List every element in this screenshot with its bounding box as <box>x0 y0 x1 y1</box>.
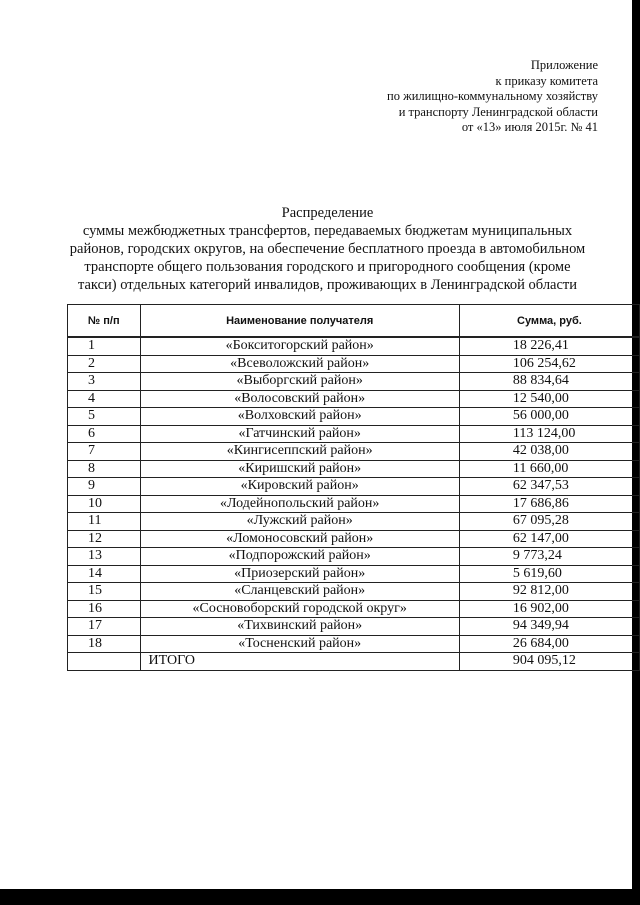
table-row <box>68 600 640 618</box>
row-number: 11 <box>68 513 141 531</box>
title-line: такси) отдельных категорий инвалидов, проживающих в Ленинградской области <box>77 277 578 293</box>
row-recipient: «Бокситогорский район» <box>140 337 459 355</box>
row-amount: 67 095,28 <box>459 513 639 531</box>
row-number: 6 <box>68 425 141 443</box>
row-recipient: «Всеволожский район» <box>140 355 459 373</box>
appendix-line: к приказу комитета <box>495 73 598 88</box>
row-number: 8 <box>68 460 141 478</box>
row-recipient: «Волховский район» <box>140 408 459 426</box>
table-row <box>68 425 640 443</box>
row-number: 10 <box>68 495 141 513</box>
header-number: № п/п <box>68 305 141 338</box>
scan-edge-bottom <box>0 889 640 905</box>
row-recipient: «Волосовский район» <box>140 390 459 408</box>
row-amount: 56 000,00 <box>459 408 639 426</box>
title-line: транспорте общего пользования городского и пригородного сообщения (кроме <box>84 259 571 275</box>
row-recipient: «Сланцевский район» <box>140 583 459 601</box>
title-heading: Распределение <box>281 205 374 221</box>
row-number: 3 <box>68 373 141 391</box>
row-amount: 42 038,00 <box>459 443 639 461</box>
title-line: суммы межбюджетных трансфертов, передаваемых бюджетам муниципальных <box>82 223 573 239</box>
table-row <box>68 390 640 408</box>
row-number: 17 <box>68 618 141 636</box>
total-amount: 904 095,12 <box>459 653 639 671</box>
row-amount: 88 834,64 <box>459 373 639 391</box>
table-row <box>68 460 640 478</box>
row-recipient: «Тихвинский район» <box>140 618 459 636</box>
table-row <box>68 355 640 373</box>
table-row <box>68 408 640 426</box>
total-empty-cell <box>68 653 141 671</box>
table-row <box>68 548 640 566</box>
row-number: 5 <box>68 408 141 426</box>
row-amount: 12 540,00 <box>459 390 639 408</box>
row-number: 9 <box>68 478 141 496</box>
row-recipient: «Подпорожский район» <box>140 548 459 566</box>
row-recipient: «Тосненский район» <box>140 635 459 653</box>
table-row <box>68 513 640 531</box>
appendix-line: и транспорту Ленинградской области <box>398 104 598 119</box>
row-number: 16 <box>68 600 141 618</box>
row-recipient: «Сосновоборский городской округ» <box>140 600 459 618</box>
row-amount: 62 347,53 <box>459 478 639 496</box>
row-number: 14 <box>68 565 141 583</box>
row-number: 15 <box>68 583 141 601</box>
title-line: районов, городских округов, на обеспечение бесплатного проезда в автомобильном <box>69 241 586 257</box>
document-title <box>40 204 615 294</box>
row-recipient: «Ломоносовский район» <box>140 530 459 548</box>
table-row <box>68 443 640 461</box>
table-total-row <box>68 653 640 671</box>
row-recipient: «Приозерский район» <box>140 565 459 583</box>
row-amount: 5 619,60 <box>459 565 639 583</box>
appendix-line: по жилищно-коммунальному хозяйству <box>387 89 598 103</box>
table-row <box>68 373 640 391</box>
row-amount: 17 686,86 <box>459 495 639 513</box>
table-row <box>68 618 640 636</box>
appendix-line: Приложение <box>530 58 598 72</box>
header-amount: Сумма, руб. <box>459 305 639 338</box>
row-amount: 18 226,41 <box>459 337 639 355</box>
row-amount: 26 684,00 <box>459 635 639 653</box>
row-amount: 94 349,94 <box>459 618 639 636</box>
table-row <box>68 530 640 548</box>
row-amount: 92 812,00 <box>459 583 639 601</box>
row-number: 4 <box>68 390 141 408</box>
row-number: 2 <box>68 355 141 373</box>
row-number: 7 <box>68 443 141 461</box>
row-amount: 106 254,62 <box>459 355 639 373</box>
table-row <box>68 337 640 355</box>
table-row <box>68 495 640 513</box>
row-recipient: «Лодейнопольский район» <box>140 495 459 513</box>
row-number: 12 <box>68 530 141 548</box>
row-number: 1 <box>68 337 141 355</box>
table-body <box>68 337 640 670</box>
row-recipient: «Кингисеппский район» <box>140 443 459 461</box>
appendix-block <box>338 58 598 136</box>
distribution-table <box>67 304 640 671</box>
row-recipient: «Лужский район» <box>140 513 459 531</box>
row-recipient: «Гатчинский район» <box>140 425 459 443</box>
row-amount: 113 124,00 <box>459 425 639 443</box>
row-amount: 62 147,00 <box>459 530 639 548</box>
table-header-row <box>68 305 640 338</box>
appendix-line: от «13» июля 2015г. № 41 <box>461 120 598 134</box>
row-amount: 11 660,00 <box>459 460 639 478</box>
row-amount: 9 773,24 <box>459 548 639 566</box>
total-label: ИТОГО <box>140 653 459 671</box>
row-recipient: «Кировский район» <box>140 478 459 496</box>
row-amount: 16 902,00 <box>459 600 639 618</box>
row-recipient: «Выборгский район» <box>140 373 459 391</box>
row-number: 13 <box>68 548 141 566</box>
row-recipient: «Киришский район» <box>140 460 459 478</box>
table-row <box>68 635 640 653</box>
table-row <box>68 583 640 601</box>
table-row <box>68 478 640 496</box>
header-recipient: Наименование получателя <box>140 305 459 338</box>
table-row <box>68 565 640 583</box>
row-number: 18 <box>68 635 141 653</box>
